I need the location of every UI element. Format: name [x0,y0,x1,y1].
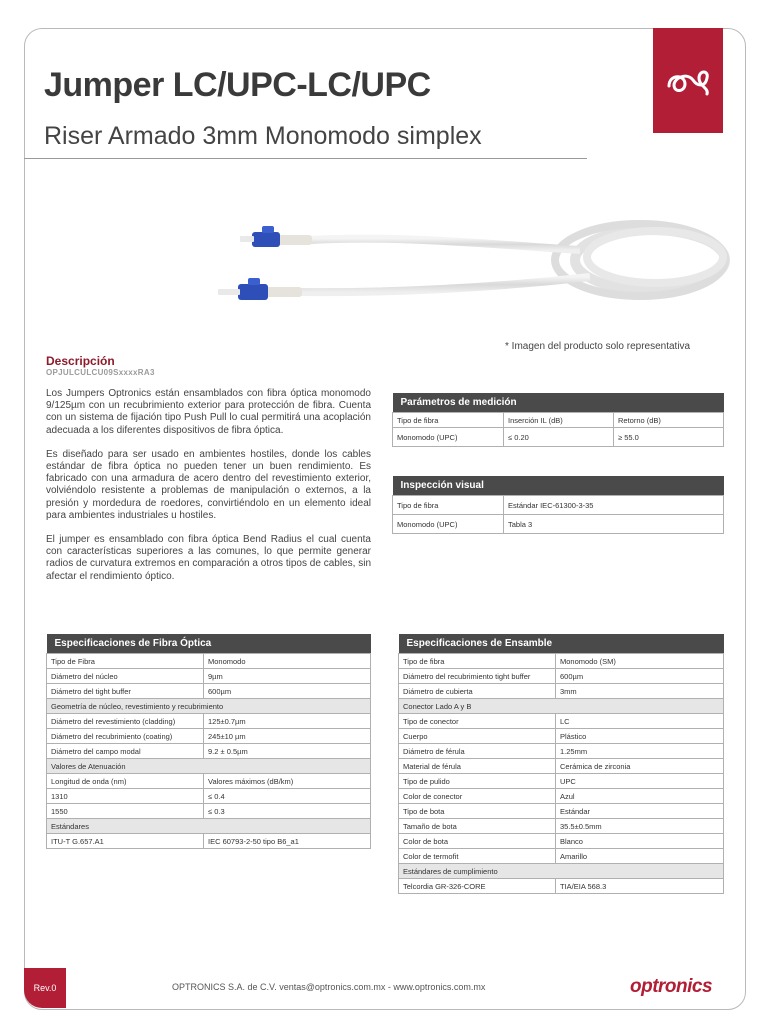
table-row [47,744,371,759]
product-code: OPJULCULCU09SxxxxRA3 [46,368,155,377]
table-cell: Diámetro del revestimiento (cladding) [47,714,204,729]
table-row [393,413,724,428]
page-subtitle: Riser Armado 3mm Monomodo simplex [44,122,482,150]
table-section-label: Conector Lado A y B [399,699,724,714]
table-cell: 600µm [204,684,371,699]
table-cell: 125±0.7µm [204,714,371,729]
table-cell: Diámetro del recubrimiento tight buffer [399,669,556,684]
table-row [47,669,371,684]
table-section-row [399,864,724,879]
description-paragraph: Los Jumpers Optronics están ensamblados con fibra óptica monomodo 9/125µm con un recubrimiento exterior para protección de fibra. Cuenta con un sistema de fijación tipo Push Pull lo cual permitirá una acoplación adecuada a los diferentes dispositivos de fibra óptica. [46,388,371,436]
table-cell: Inserción IL (dB) [504,413,614,428]
table-cell: Material de férula [399,759,556,774]
table-cell: Telcordia GR-326-CORE [399,879,556,894]
measurement-table [392,393,724,447]
table-row [399,834,724,849]
table-row [47,729,371,744]
description-heading: Descripción [46,354,115,368]
fiber-spec-table [46,634,371,849]
table-cell: Amarillo [556,849,724,864]
lc-connector-bottom [218,278,302,300]
table-section-row [47,759,371,774]
table-row [399,774,724,789]
table-cell: 9µm [204,669,371,684]
table-cell: Color de termofit [399,849,556,864]
table-section-label: Estándares [47,819,371,834]
table-cell: Tipo de fibra [399,654,556,669]
table-row [393,515,724,534]
table-row [399,804,724,819]
table-cell: ≤ 0.20 [504,428,614,447]
image-note: * Imagen del producto solo representativa [505,341,691,352]
table-cell: IEC 60793-2-50 tipo B6_a1 [204,834,371,849]
table-row [47,804,371,819]
table-cell: 1.25mm [556,744,724,759]
table-cell: Diámetro del tight buffer [47,684,204,699]
table-row [393,428,724,447]
product-image [200,205,740,315]
visual-inspection-title: Inspección visual [393,476,724,496]
footer-contact: OPTRONICS S.A. de C.V. ventas@optronics.com.mx - www.optronics.com.mx [172,982,486,992]
table-section-row [47,819,371,834]
fiber-spec-title: Especificaciones de Fibra Óptica [47,634,371,654]
table-cell: Diámetro de férula [399,744,556,759]
table-row [47,714,371,729]
table-cell: Monomodo (UPC) [393,515,504,534]
table-row [393,496,724,515]
table-row [399,789,724,804]
table-cell: ITU-T G.657.A1 [47,834,204,849]
table-cell: Color de conector [399,789,556,804]
table-row [47,684,371,699]
table-cell: Monomodo (SM) [556,654,724,669]
table-row [399,669,724,684]
table-section-row [47,699,371,714]
table-cell: Tipo de conector [399,714,556,729]
table-cell: Tipo de pulido [399,774,556,789]
table-cell: ≤ 0.3 [204,804,371,819]
table-cell: Tamaño de bota [399,819,556,834]
table-cell: LC [556,714,724,729]
visual-inspection-table [392,476,724,534]
table-cell: Retorno (dB) [614,413,724,428]
assembly-spec-title: Especificaciones de Ensamble [399,634,724,654]
table-cell: Diámetro del recubrimiento (coating) [47,729,204,744]
table-row [47,789,371,804]
table-cell: Tipo de fibra [393,496,504,515]
table-section-row [399,699,724,714]
table-cell: Plástico [556,729,724,744]
lc-connector-top [240,226,312,247]
table-cell: Monomodo (UPC) [393,428,504,447]
table-row [399,684,724,699]
table-cell: 9.2 ± 0.5µm [204,744,371,759]
table-cell: Monomodo [204,654,371,669]
table-cell: 600µm [556,669,724,684]
table-row [399,879,724,894]
table-cell: Cerámica de zirconia [556,759,724,774]
table-section-label: Estándares de cumplimiento [399,864,724,879]
table-cell: Blanco [556,834,724,849]
table-row [399,819,724,834]
table-row [399,759,724,774]
table-row [399,744,724,759]
table-row [47,834,371,849]
table-cell: ≤ 0.4 [204,789,371,804]
table-cell: Diámetro del campo modal [47,744,204,759]
table-row [399,654,724,669]
table-row [399,729,724,744]
brand-tab [653,28,723,133]
table-row [47,654,371,669]
table-cell: Cuerpo [399,729,556,744]
table-cell: Diámetro del núcleo [47,669,204,684]
table-row [399,849,724,864]
table-cell: Estándar IEC-61300-3-35 [504,496,724,515]
cable-coil [300,224,725,296]
table-cell: 35.5±0.5mm [556,819,724,834]
table-cell: Diámetro de cubierta [399,684,556,699]
table-row [47,774,371,789]
table-cell: Valores máximos (dB/km) [204,774,371,789]
table-cell: TIA/EIA 568.3 [556,879,724,894]
table-cell: Tipo de Fibra [47,654,204,669]
assembly-spec-table [398,634,724,894]
table-cell: 245±10 µm [204,729,371,744]
table-cell: Tipo de bota [399,804,556,819]
table-cell: ≥ 55.0 [614,428,724,447]
table-cell: 1310 [47,789,204,804]
title-divider [24,158,587,159]
table-cell: Azul [556,789,724,804]
page-title: Jumper LC/UPC-LC/UPC [44,66,431,104]
measurement-table-title: Parámetros de medición [393,393,724,413]
optronics-mark-icon [665,64,711,98]
description-paragraph: El jumper es ensamblado con fibra óptica Bend Radius el cual cuenta con características superiores a las comunes, lo que permite generar radios de curvatura extremos en comparación a otros tipos de cables, sin afectar el rendimiento óptico. [46,534,371,582]
table-cell: Estándar [556,804,724,819]
table-section-label: Valores de Atenuación [47,759,371,774]
table-section-label: Geometría de núcleo, revestimiento y recubrimiento [47,699,371,714]
footer-logo: optronics [630,976,713,997]
table-cell: 3mm [556,684,724,699]
table-cell: Tabla 3 [504,515,724,534]
description-paragraph: Es diseñado para ser usado en ambientes hostiles, donde los cables estándar de fibra óptica no pueden tener un buen rendimiento. Es fabricado con una armadura de acero dentro del revestimiento exterior, volviéndolo resistente a problemas de manipulación o externos, a la presión y mordedura de roedores, convirtiéndolo en un elemento ideal para ambientes industriales u hostiles. [46,448,371,521]
table-cell: 1550 [47,804,204,819]
table-cell: Longitud de onda (nm) [47,774,204,789]
revision-badge: Rev.0 [24,968,66,1008]
description-body [46,388,371,595]
table-cell: Color de bota [399,834,556,849]
table-row [399,714,724,729]
table-cell: UPC [556,774,724,789]
table-cell: Tipo de fibra [393,413,504,428]
